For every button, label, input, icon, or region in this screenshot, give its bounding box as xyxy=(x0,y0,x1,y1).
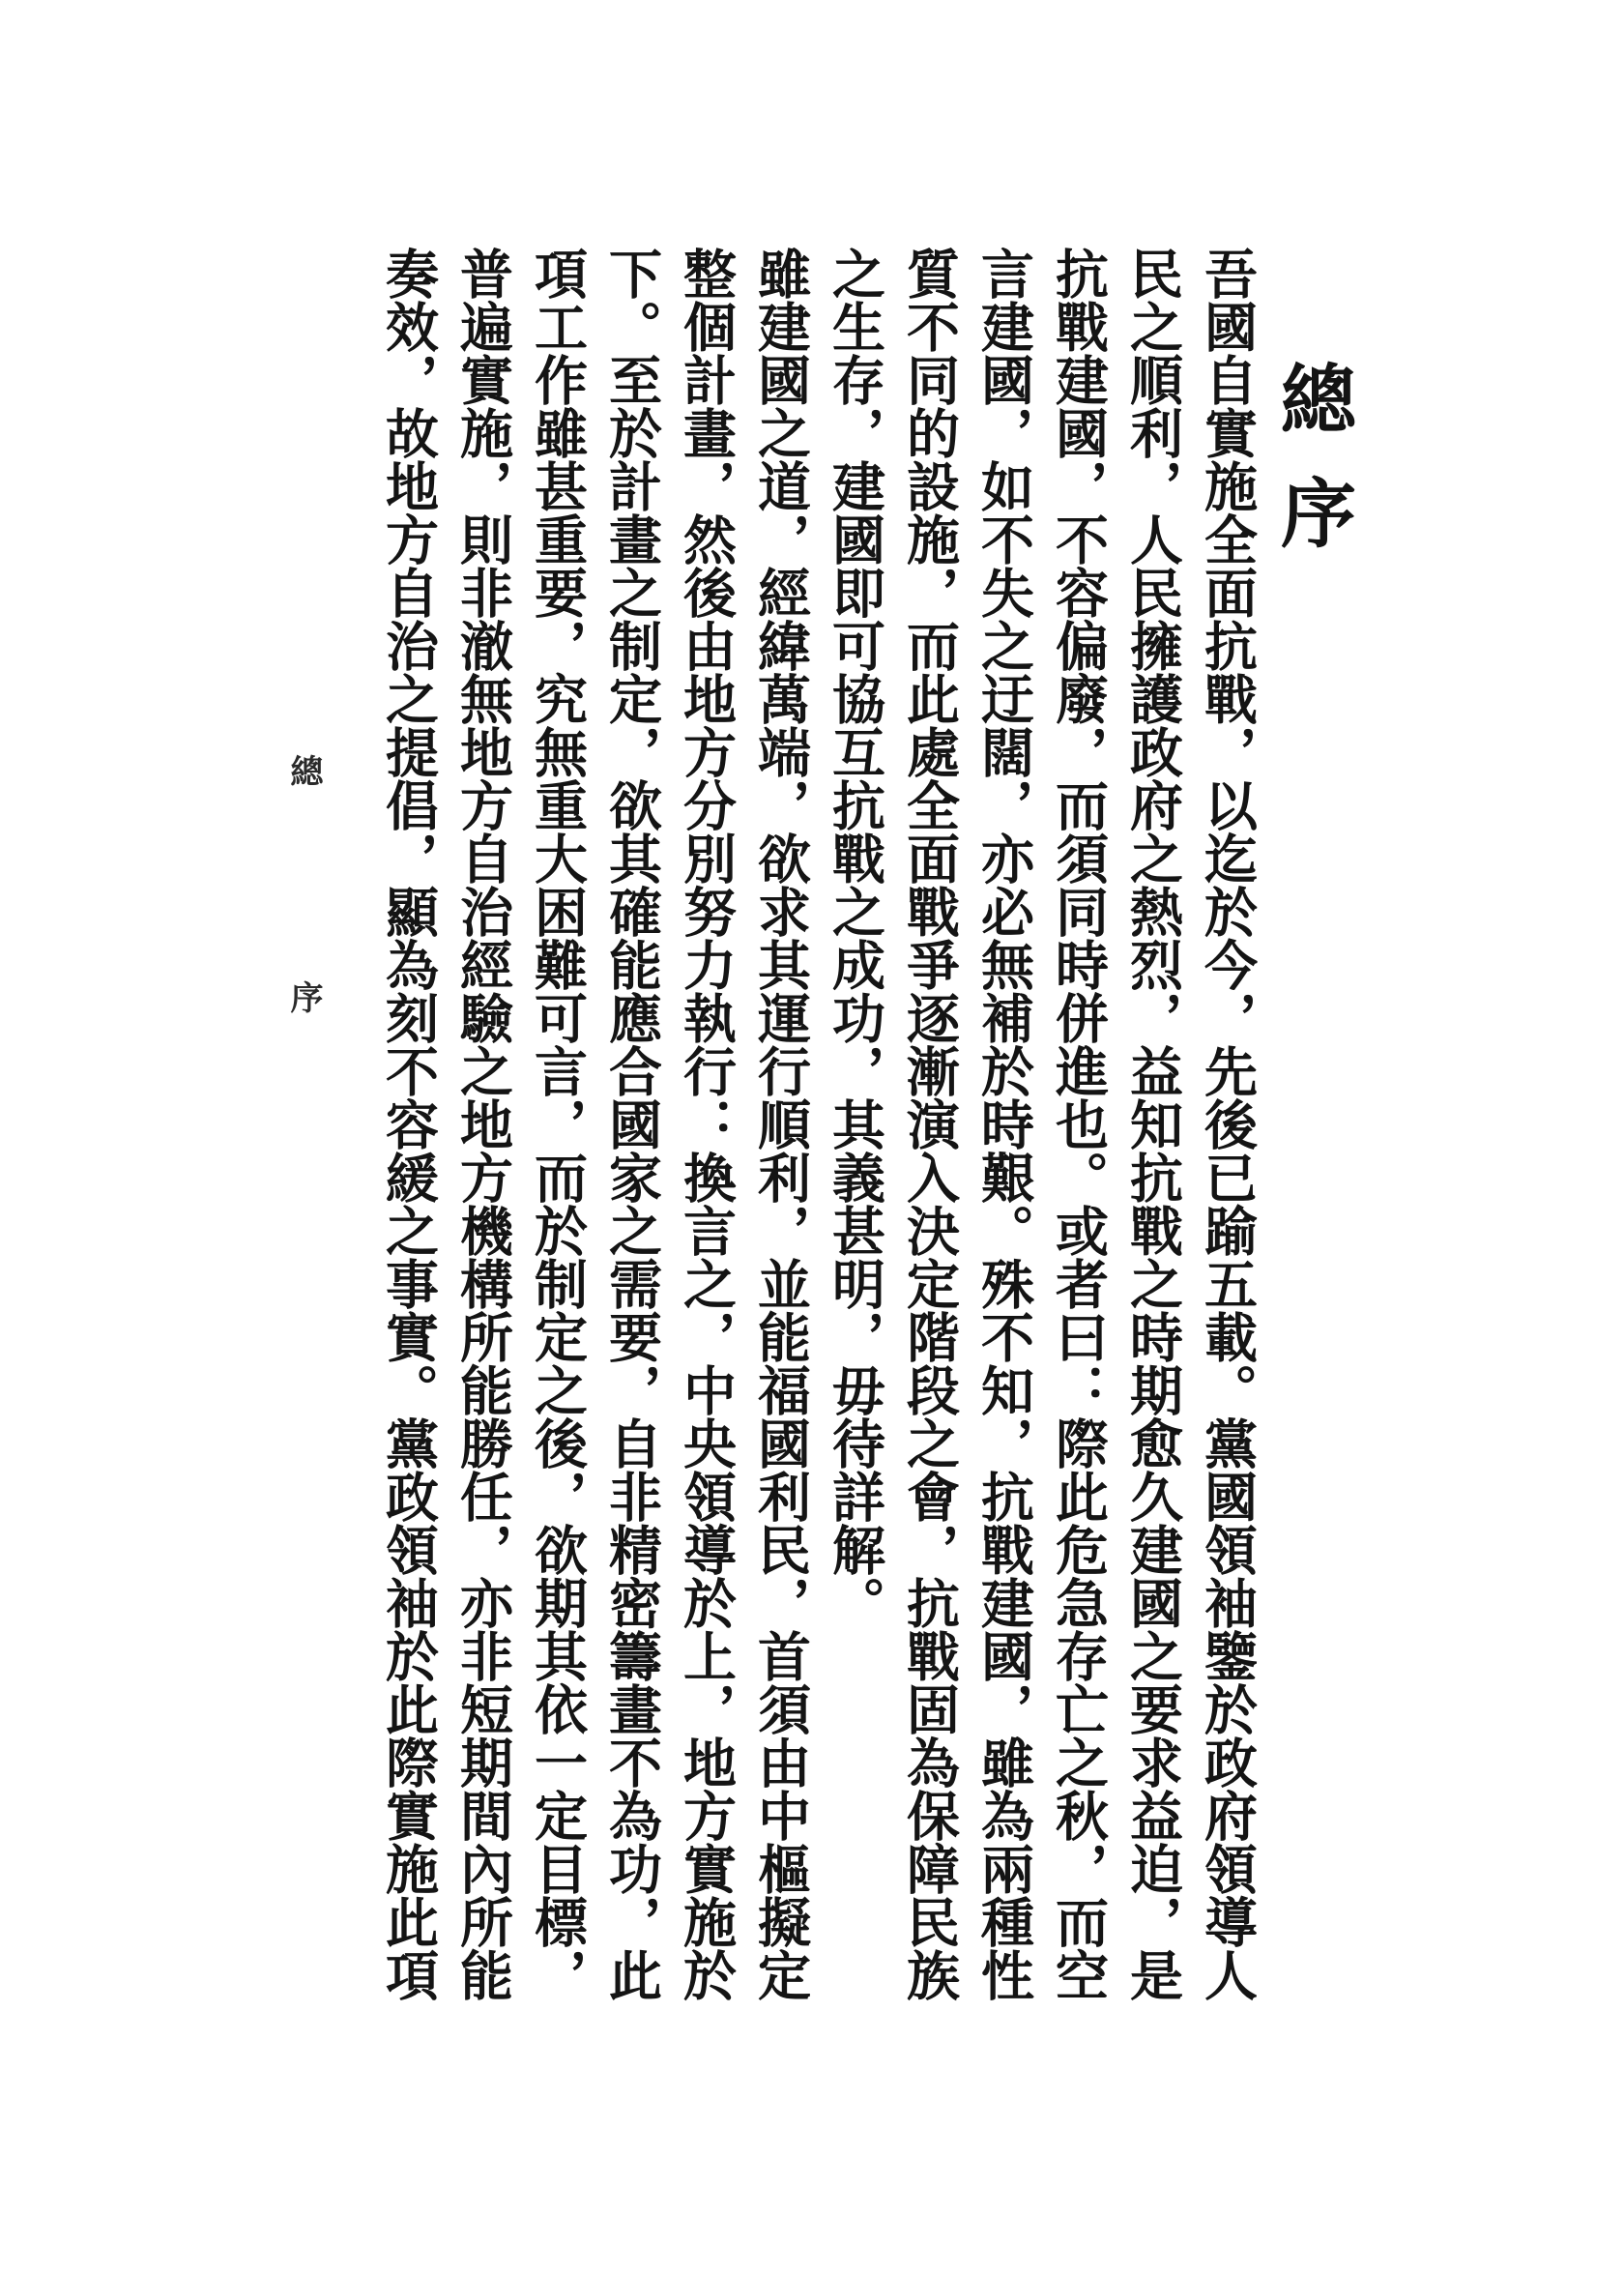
page-title: 總序 xyxy=(1268,360,1356,588)
running-head: 總序 xyxy=(284,754,323,1207)
paragraph-2: 雖建國之道，經緯萬端，欲求其運行順利，並能福國利民，首須由中樞擬定整個計畫，然後由地方分別努力執行：換言之，中央領導於上，地方實施於下。至於計畫之制定，欲其確能應合國家之需要，自非精密籌畫不為功，此項工作雖甚重要，究無重大困難可言，而於制定之後，欲期其依一定目標，普遍實施，則非澈無地方自治經驗之地方機構所能勝任，亦非短期間內所能奏效，故地方自治之提倡，顯為刻不容緩之事實。黨政領袖於此際實施此項 xyxy=(377,247,812,2001)
body-text xyxy=(367,247,1264,2026)
paragraph-1: 吾國自實施全面抗戰，以迄於今，先後已踰五載。黨國領袖鑒於政府領導人民之順利，人民擁護政府之熱烈，益知抗戰之時期愈久建國之要求益迫，是抗戰建國，不容偏廢，而須同時併進也。或者曰：際此危急存亡之秋，而空言建國，如不失之迂闊，亦必無補於時艱。殊不知，抗戰建國，雖為兩種性質不同的設施，而此處全面戰爭逐漸演入決定階段之會，抗戰固為保障民族之生存，建國即可協互抗戰之成功，其義甚明，毋待詳解。 xyxy=(824,247,1259,2001)
